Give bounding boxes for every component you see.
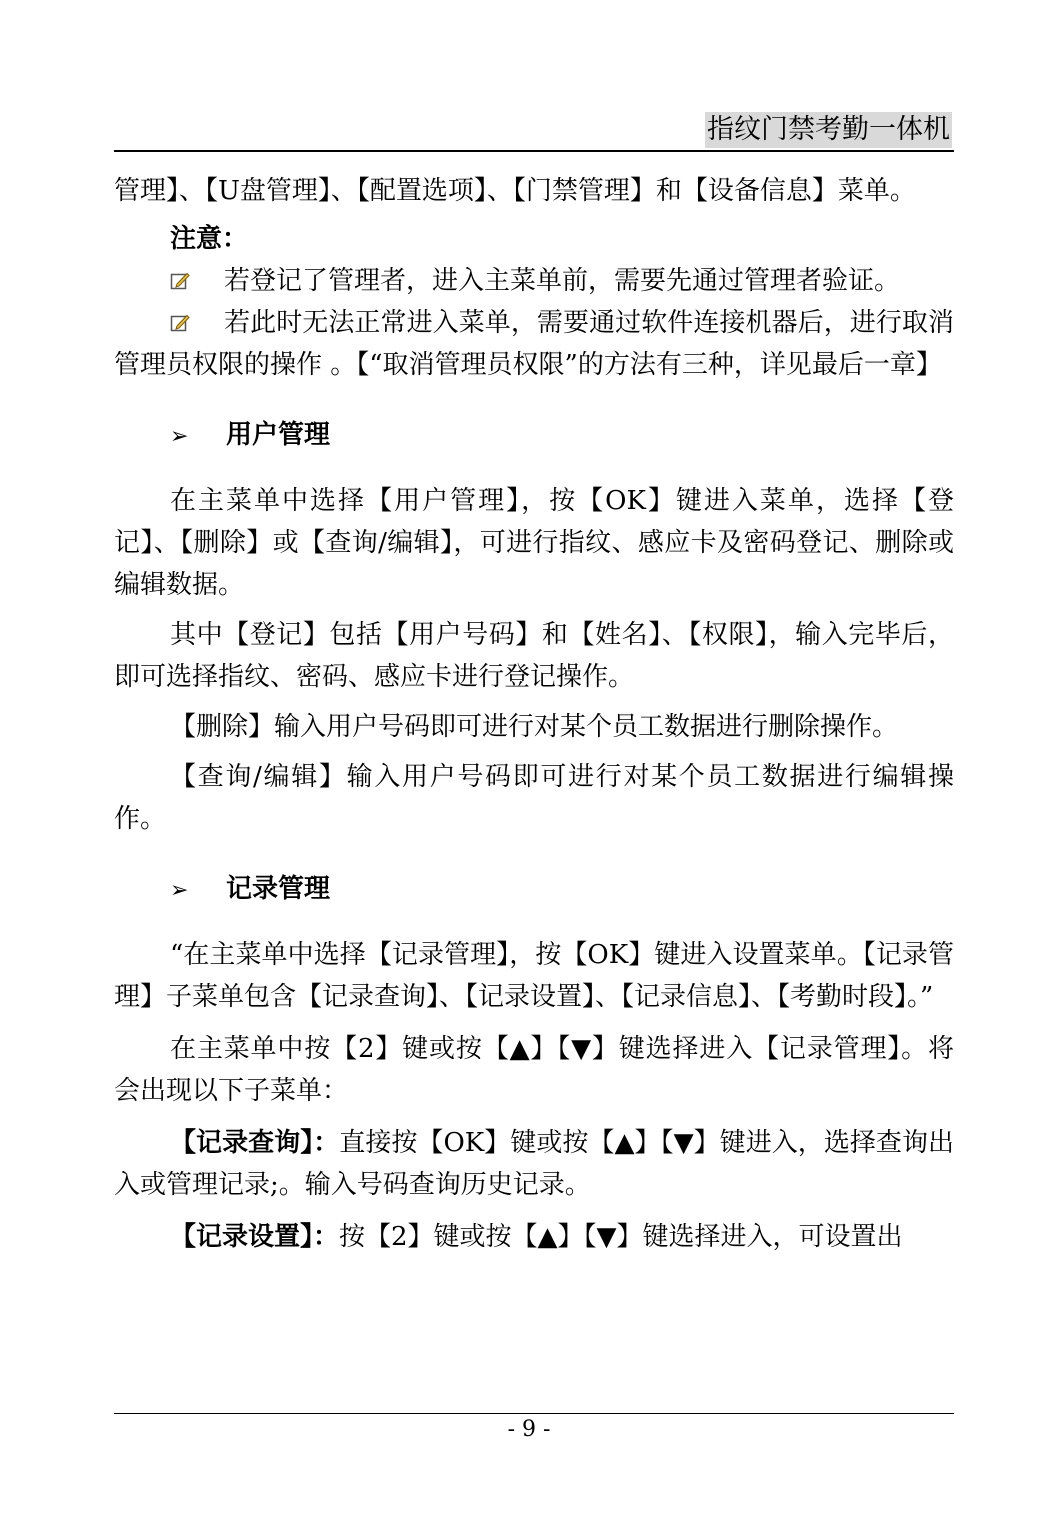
section-title: 记录管理	[226, 874, 331, 904]
paragraph-user-edit: 【查询/编辑】输入用户号码即可进行对某个员工数据进行编辑操作。	[114, 762, 954, 834]
edit-checkbox-icon	[170, 271, 190, 291]
paragraph-user-menu: 在主菜单中选择【用户管理】，按【OK】键进入菜单，选择【登记】、【删除】或【查询/编辑】，可进行指纹、感应卡及密码登记、删除或编辑数据。	[114, 486, 954, 600]
paragraph-record-settings	[114, 1216, 954, 1258]
paragraph-menu-list: 管理】、【U盘管理】、【配置选项】、【门禁管理】和【设备信息】菜单。	[114, 176, 916, 206]
header-title: 指纹门禁考勤一体机	[705, 112, 952, 148]
header-divider	[114, 150, 954, 152]
paragraph-user-register: 其中【登记】包括【用户号码】和【姓名】、【权限】，输入完毕后，即可选择指纹、密码、感应卡进行登记操作。	[114, 620, 954, 692]
section-heading-record-management	[114, 868, 954, 912]
paragraph-record-submenu: 在主菜单中按【2】键或按【▲】【▼】键选择进入【记录管理】。将会出现以下子菜单：	[114, 1034, 954, 1106]
record-settings-label: 【记录设置】：	[170, 1222, 340, 1252]
paragraph-record-menu: “在主菜单中选择【记录管理】，按【OK】键进入设置菜单。【记录管理】子菜单包含【记录查询】、【记录设置】、【记录信息】、【考勤时段】。”	[114, 940, 954, 1012]
section-title: 用户管理	[226, 420, 331, 450]
page-content	[114, 170, 954, 1258]
record-settings-text: 按【2】键或按【▲】【▼】键选择进入，可设置出	[339, 1222, 903, 1252]
note-item-1-text: 若登记了管理者，进入主菜单前，需要先通过管理者验证。	[224, 266, 901, 296]
arrow-bullet-icon: ➢	[170, 424, 189, 449]
note-item-2-text: 若此时无法正常进入菜单，需要通过软件连接机器后，进行取消管理员权限的操作 。【“取消管理员权限”的方法有三种，详见最后一章】	[114, 308, 954, 380]
note-item-2	[114, 302, 954, 386]
paragraph-user-delete: 【删除】输入用户号码即可进行对某个员工数据进行删除操作。	[170, 712, 899, 742]
note-title: 注意：	[170, 224, 249, 254]
arrow-bullet-icon: ➢	[170, 878, 189, 903]
edit-checkbox-icon	[170, 313, 190, 333]
paragraph-record-query	[114, 1122, 954, 1206]
note-item-1	[114, 260, 954, 302]
footer-divider	[114, 1413, 954, 1414]
section-heading-user-management	[114, 414, 954, 458]
record-query-label: 【记录查询】：	[170, 1128, 340, 1158]
record-query-text: 直接按【OK】键或按【▲】【▼】键进入，选择查询出入或管理记录;。输入号码查询历史记录。	[114, 1128, 954, 1200]
page-number: - 9 -	[507, 1417, 551, 1442]
